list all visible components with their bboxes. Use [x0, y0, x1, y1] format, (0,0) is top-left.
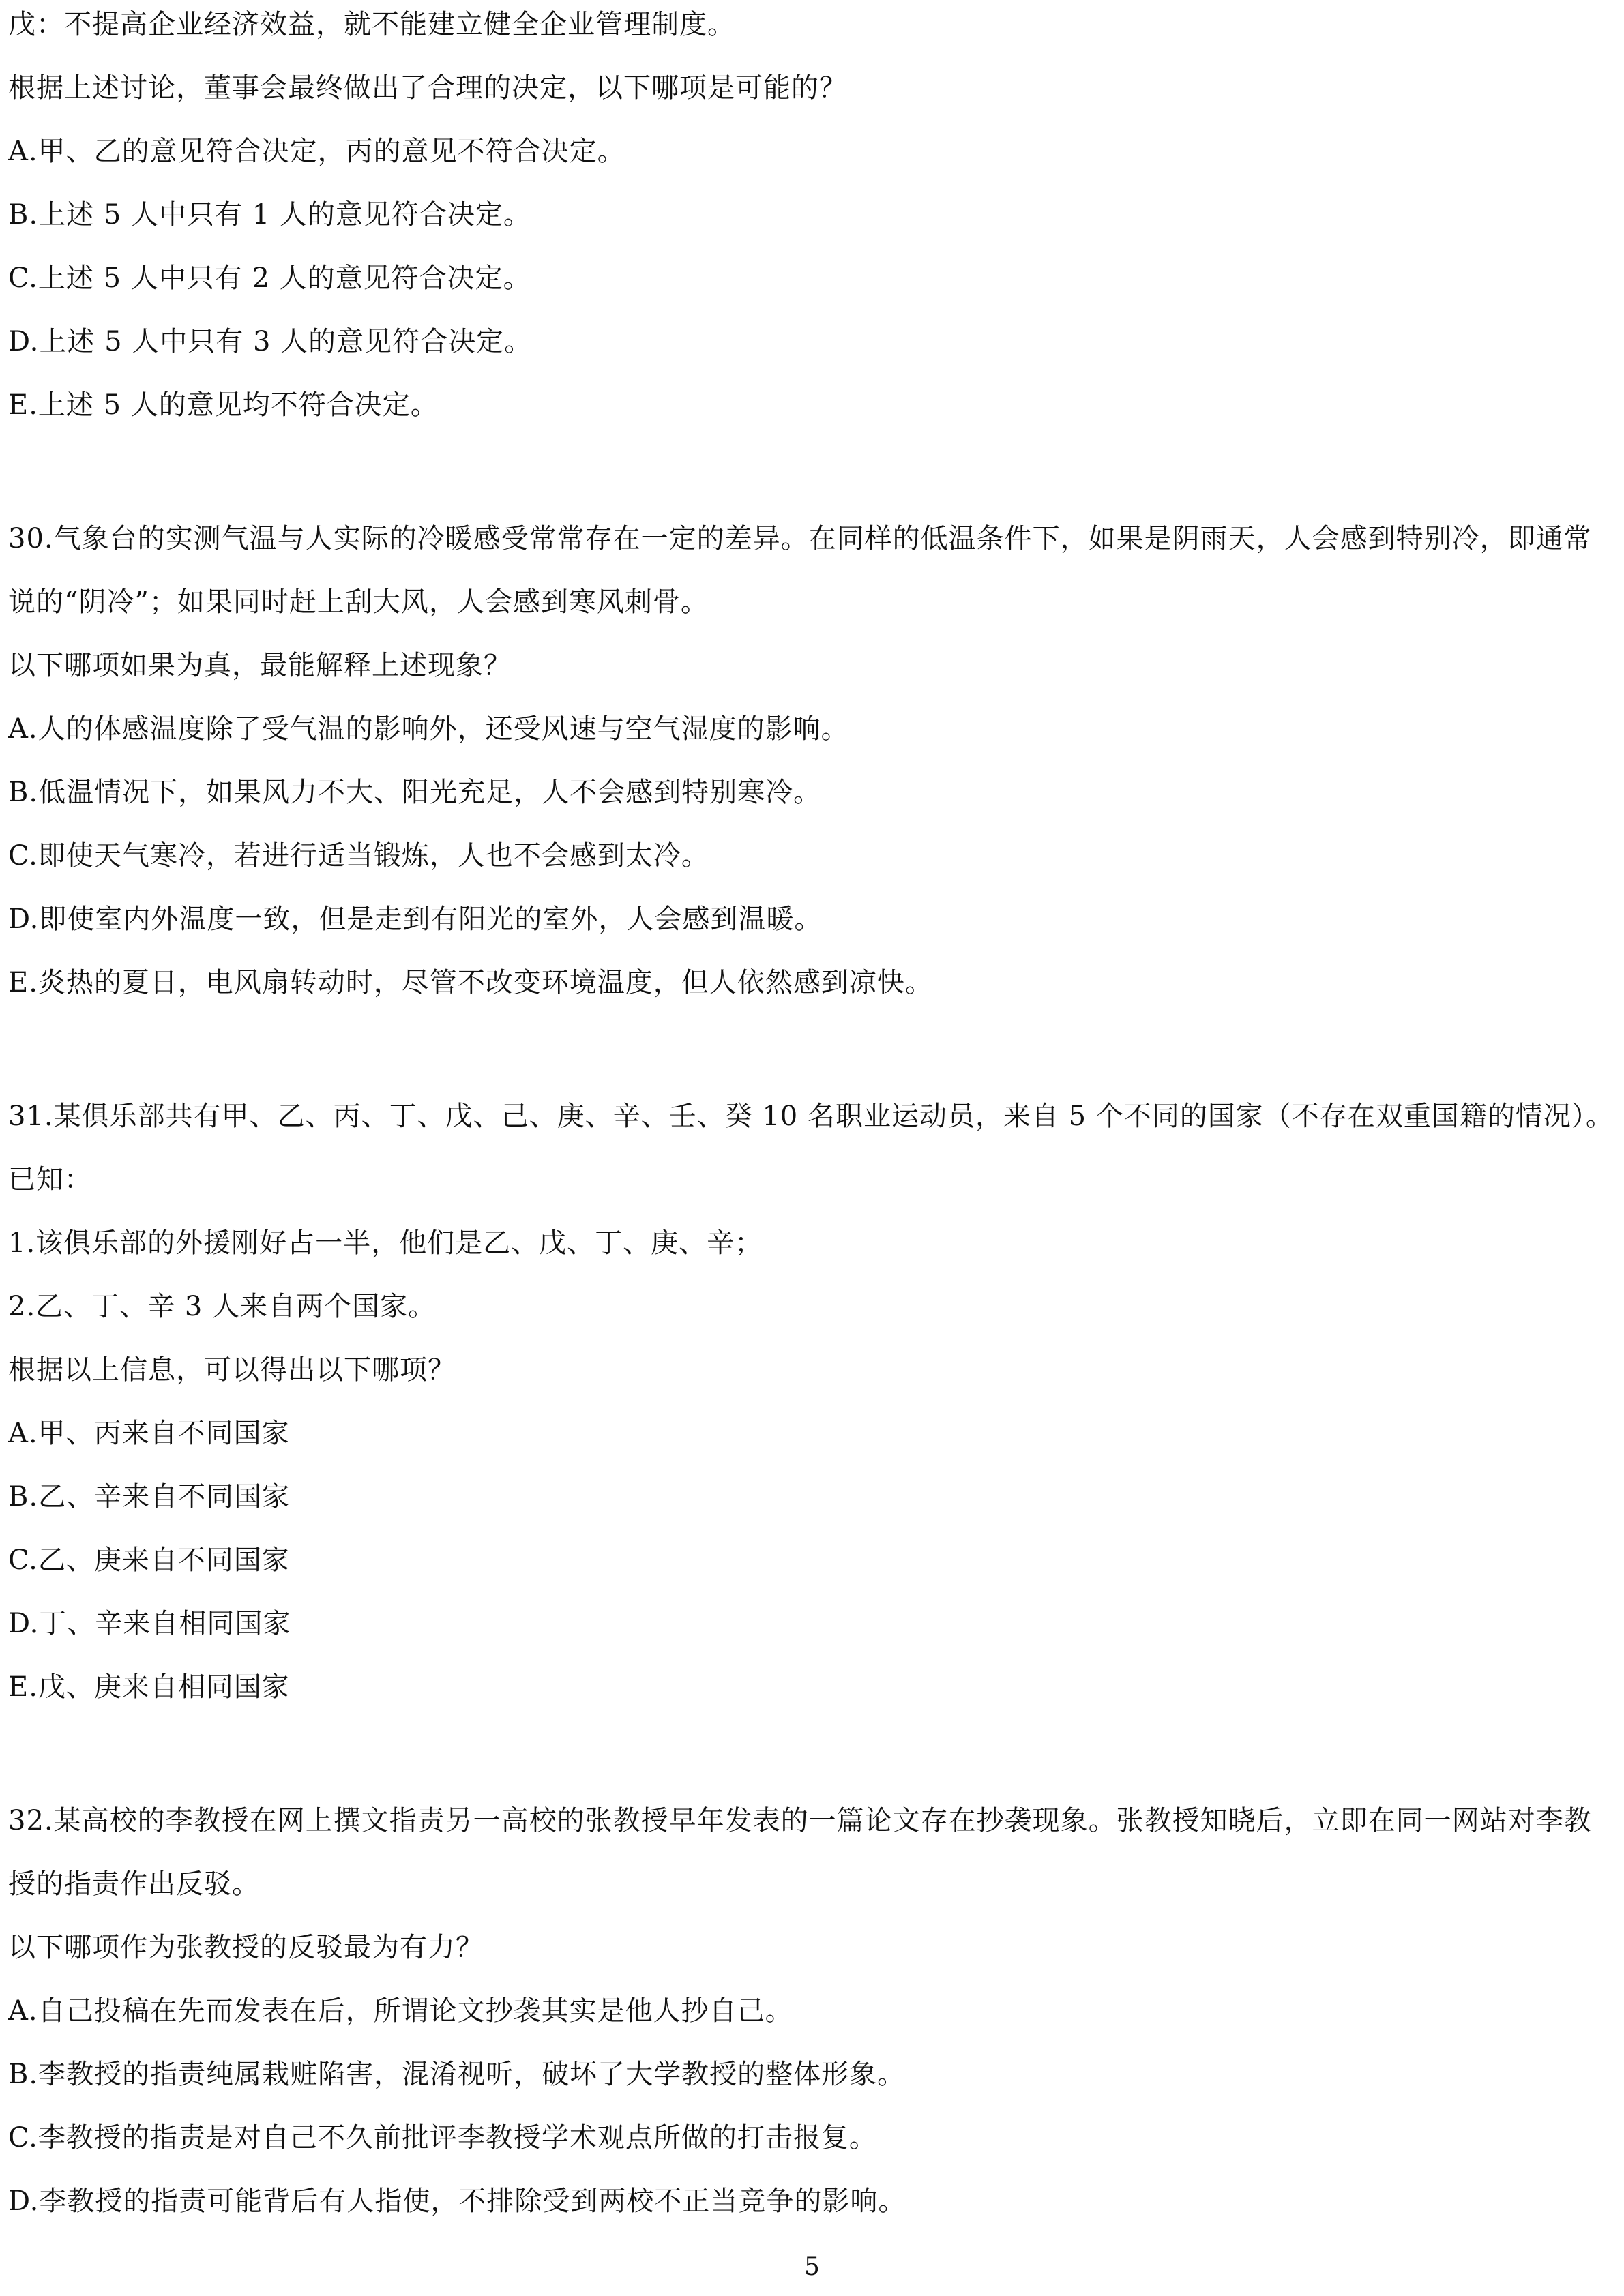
- page-number: 5: [804, 2253, 820, 2281]
- q30-stem-line-2: 说的“阴冷”；如果同时赶上刮大风，人会感到寒风刺骨。: [8, 586, 709, 618]
- q32-option-a: A.自己投稿在先而发表在后，所谓论文抄袭其实是他人抄自己。: [8, 1995, 793, 2027]
- q31-option-a: A.甲、丙来自不同国家: [8, 1418, 290, 1449]
- q31-stem-line-1: 31.某俱乐部共有甲、乙、丙、丁、戊、己、庚、辛、壬、癸 10 名职业运动员，来自 5 个不同的国家（不存在双重国籍的情况）。: [8, 1101, 1614, 1132]
- q32-question: 以下哪项作为张教授的反驳最为有力？: [8, 1932, 484, 1963]
- q29-option-a: A.甲、乙的意见符合决定，丙的意见不符合决定。: [8, 136, 625, 167]
- q31-question: 根据以上信息，可以得出以下哪项？: [8, 1354, 456, 1386]
- q31-condition-2: 2.乙、丁、辛 3 人来自两个国家。: [8, 1291, 437, 1322]
- q31-condition-1: 1.该俱乐部的外援刚好占一半，他们是乙、戊、丁、庚、辛；: [8, 1227, 763, 1259]
- q31-option-d: D.丁、辛来自相同国家: [8, 1608, 291, 1639]
- q30-option-b: B.低温情况下，如果风力不大、阳光充足，人不会感到特别寒冷。: [8, 777, 822, 808]
- q29-option-d: D.上述 5 人中只有 3 人的意见符合决定。: [8, 326, 533, 357]
- q29-option-c: C.上述 5 人中只有 2 人的意见符合决定。: [8, 263, 531, 294]
- q29-statement-wu: 戊：不提高企业经济效益，就不能建立健全企业管理制度。: [8, 9, 735, 40]
- q29-option-e: E.上述 5 人的意见均不符合决定。: [8, 389, 439, 421]
- q32-stem-line-1: 32.某高校的李教授在网上撰文指责另一高校的张教授早年发表的一篇论文存在抄袭现象。张教授知晓后，立即在同一网站对李教: [8, 1805, 1592, 1836]
- q29-question: 根据上述讨论，董事会最终做出了合理的决定，以下哪项是可能的？: [8, 72, 847, 104]
- q30-option-c: C.即使天气寒冷，若进行适当锻炼，人也不会感到太冷。: [8, 840, 709, 871]
- q31-stem-line-2: 已知：: [8, 1164, 92, 1195]
- q30-option-d: D.即使室内外温度一致，但是走到有阳光的室外，人会感到温暖。: [8, 904, 823, 935]
- q31-option-e: E.戊、庚来自相同国家: [8, 1671, 290, 1703]
- q29-option-b: B.上述 5 人中只有 1 人的意见符合决定。: [8, 199, 531, 230]
- q32-option-c: C.李教授的指责是对自己不久前批评李教授学术观点所做的打击报复。: [8, 2122, 877, 2153]
- q30-question: 以下哪项如果为真，最能解释上述现象？: [8, 650, 512, 681]
- q32-option-d: D.李教授的指责可能背后有人指使，不排除受到两校不正当竞争的影响。: [8, 2186, 906, 2217]
- q30-stem-line-1: 30.气象台的实测气温与人实际的冷暖感受常常存在一定的差异。在同样的低温条件下，如果是阴雨天，人会感到特别冷，即通常: [8, 523, 1592, 554]
- q30-option-e: E.炎热的夏日，电风扇转动时，尽管不改变环境温度，但人依然感到凉快。: [8, 967, 933, 998]
- q30-option-a: A.人的体感温度除了受气温的影响外，还受风速与空气湿度的影响。: [8, 713, 849, 745]
- q31-option-b: B.乙、辛来自不同国家: [8, 1481, 291, 1512]
- q31-option-c: C.乙、庚来自不同国家: [8, 1545, 290, 1576]
- q32-option-b: B.李教授的指责纯属栽赃陷害，混淆视听，破坏了大学教授的整体形象。: [8, 2059, 906, 2090]
- q32-stem-line-2: 授的指责作出反驳。: [8, 1868, 260, 1900]
